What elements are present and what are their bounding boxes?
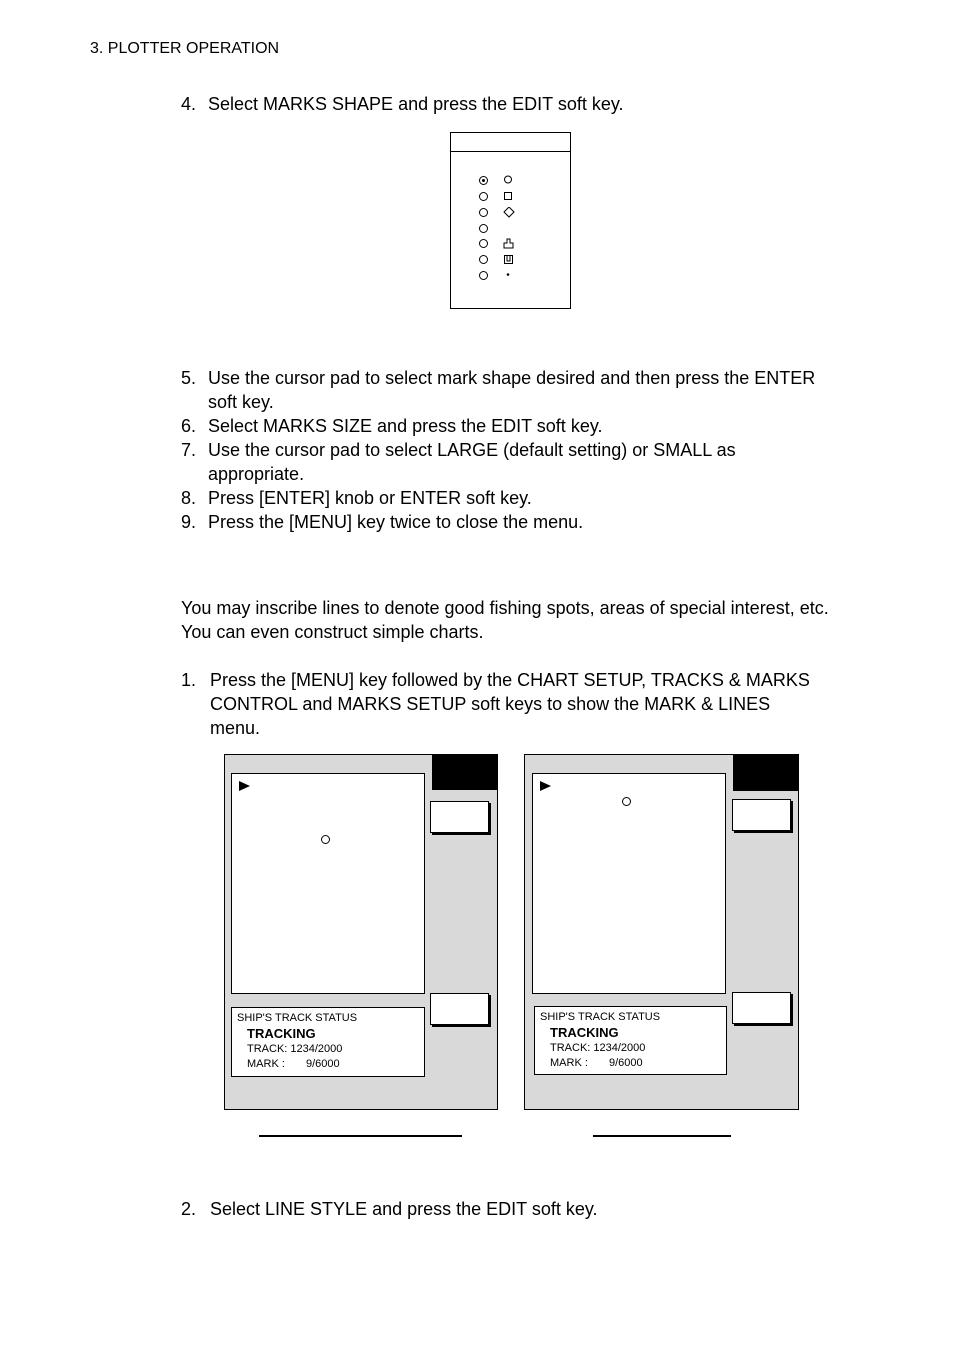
step-text-line: appropriate. — [208, 464, 305, 484]
shape-option-fish[interactable] — [479, 238, 519, 250]
step-number: 2. — [181, 1199, 197, 1219]
marks-lines-screen-right — [524, 754, 799, 1110]
step-9 — [181, 510, 881, 534]
fish-icon — [503, 238, 515, 250]
status-title: SHIP'S TRACK STATUS — [237, 1012, 358, 1024]
radio-icon[interactable] — [321, 835, 330, 844]
radio-icon[interactable] — [479, 224, 488, 233]
step-text-line: Press the [MENU] key twice to close the menu. — [208, 512, 584, 532]
caption-underline-left — [259, 1135, 462, 1137]
menu-area — [231, 773, 425, 994]
step-number: 4. — [181, 94, 197, 114]
marks-lines-screen-left — [224, 754, 498, 1110]
softkey-title-block — [432, 755, 497, 790]
soft-key-top[interactable] — [732, 799, 791, 831]
track-status-box — [231, 1007, 425, 1077]
mark-value: 9/6000 — [609, 1057, 643, 1069]
section-header: 3. PLOTTER OPERATION — [90, 40, 280, 57]
track-count: TRACK: 1234/2000 — [247, 1043, 343, 1055]
diamond-icon — [503, 207, 515, 219]
step-1 — [181, 668, 901, 740]
mark-count — [550, 1056, 643, 1071]
step-text-line: soft key. — [208, 392, 274, 412]
soft-key-top[interactable] — [430, 801, 489, 833]
shape-option-square[interactable] — [479, 191, 519, 203]
step-7 — [181, 438, 881, 486]
step-number: 8. — [181, 488, 197, 508]
flag-icon — [503, 254, 515, 266]
step-4 — [181, 92, 881, 116]
status-mode: TRACKING — [550, 1025, 619, 1040]
mark-label: MARK : — [247, 1058, 285, 1070]
dot-icon — [503, 270, 515, 282]
softkey-title-block — [733, 755, 798, 791]
caption-underline-right — [593, 1135, 731, 1137]
radio-selected-icon[interactable] — [479, 176, 488, 185]
menu-title-bar — [451, 133, 570, 152]
step-5 — [181, 366, 881, 414]
intro-paragraph — [181, 596, 901, 644]
circle-icon — [503, 175, 515, 187]
shape-option-flag[interactable] — [479, 254, 519, 266]
step-6 — [181, 414, 881, 438]
track-count: TRACK: 1234/2000 — [550, 1042, 646, 1054]
radio-icon[interactable] — [479, 208, 488, 217]
step-number: 1. — [181, 670, 197, 690]
track-status-box — [534, 1006, 727, 1075]
intro-line: You can even construct simple charts. — [181, 622, 484, 642]
marks-shape-menu — [450, 132, 571, 309]
step-8 — [181, 486, 881, 510]
radio-icon[interactable] — [622, 797, 631, 806]
radio-icon[interactable] — [479, 271, 488, 280]
step-text-line: Select MARKS SIZE and press the EDIT soft key. — [208, 416, 603, 436]
status-title: SHIP'S TRACK STATUS — [540, 1011, 661, 1023]
step-number: 6. — [181, 416, 197, 436]
shape-option-dot[interactable] — [479, 270, 519, 282]
step-text-line: CONTROL and MARKS SETUP soft keys to show the MARK & LINES — [210, 694, 771, 714]
step-text-line: Use the cursor pad to select LARGE (default setting) or SMALL as — [208, 440, 736, 460]
soft-key-bottom[interactable] — [430, 993, 489, 1025]
step-number: 7. — [181, 440, 197, 460]
mark-label: MARK : — [550, 1057, 588, 1069]
mark-value: 9/6000 — [306, 1058, 340, 1070]
menu-area — [532, 773, 726, 994]
step-text: Select LINE STYLE and press the EDIT soft key. — [210, 1199, 598, 1219]
square-icon — [503, 191, 515, 203]
shape-option-diamond[interactable] — [479, 207, 519, 219]
step-2 — [181, 1197, 881, 1221]
soft-key-bottom[interactable] — [732, 992, 791, 1024]
radio-icon[interactable] — [479, 255, 488, 264]
step-number: 9. — [181, 512, 197, 532]
radio-icon[interactable] — [479, 239, 488, 248]
step-text-line: Press [ENTER] knob or ENTER soft key. — [208, 488, 532, 508]
shape-option-circle[interactable] — [479, 175, 519, 187]
step-number: 5. — [181, 368, 197, 388]
step-text-line: menu. — [210, 718, 261, 738]
step-text-line: Use the cursor pad to select mark shape desired and then press the ENTER — [208, 368, 816, 388]
shape-option-none[interactable] — [479, 223, 519, 235]
intro-line: You may inscribe lines to denote good fishing spots, areas of special interest, etc. — [181, 598, 829, 618]
step-text: Select MARKS SHAPE and press the EDIT soft key. — [208, 94, 624, 114]
cursor-arrow-icon — [540, 781, 551, 791]
step-text-line: Press the [MENU] key followed by the CHART SETUP, TRACKS & MARKS — [210, 670, 810, 690]
radio-icon[interactable] — [479, 192, 488, 201]
mark-count — [247, 1057, 340, 1072]
cursor-arrow-icon — [239, 781, 250, 791]
status-mode: TRACKING — [247, 1026, 316, 1041]
